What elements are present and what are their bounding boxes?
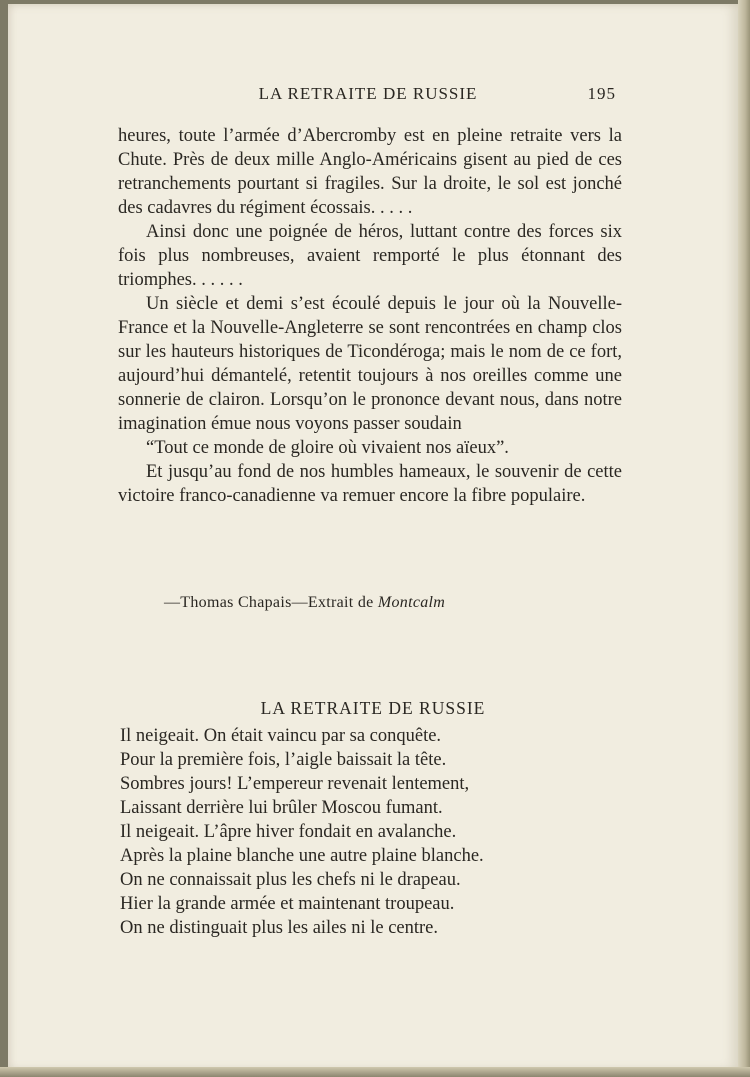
poem-line: On ne connaissait plus les chefs ni le drapeau. [120, 870, 461, 890]
poem-line: Après la plaine blanche une autre plaine blanche. [120, 846, 484, 866]
poem-line: Laissant derrière lui brûler Moscou fumant. [120, 798, 443, 818]
poem-body [120, 724, 484, 940]
quotation-line: “Tout ce monde de gloire où vivaient nos aïeux”. [146, 438, 509, 458]
poem-line: Sombres jours! L’empereur revenait lentement, [120, 774, 470, 794]
attribution-author: —Thomas Chapais—Extrait de [164, 594, 378, 611]
poem-line: Pour la première fois, l’aigle baissait la tête. [120, 750, 447, 770]
page-number: 195 [587, 84, 616, 103]
poem-line: Il neigeait. On était vaincu par sa conquête. [120, 726, 442, 746]
poem-line: Il neigeait. L’âpre hiver fondait en avalanche. [120, 822, 457, 842]
attribution [164, 594, 445, 612]
poem-line: On ne distinguait plus les ailes ni le centre. [120, 918, 439, 938]
prose-section [118, 124, 622, 508]
running-title: LA RETRAITE DE RUSSIE [258, 84, 478, 103]
poem-line: Hier la grande armée et maintenant troupeau. [120, 894, 455, 914]
prose-paragraph: Un siècle et demi s’est écoulé depuis le jour où la Nouvelle-France et la Nouvelle-Angleterre se sont rencontrées en champ clos sur les hauteurs historiques de Ticondéroga; mais le nom de ce fort, aujourd’hui démantelé, retentit toujours à nos oreilles comme une sonnerie de clairon. Lorsqu’on le prononce devant nous, dans notre imagination émue nous voyons passer soudain [118, 294, 622, 434]
book-page [8, 4, 738, 1070]
poem-title: LA RETRAITE DE RUSSIE [260, 698, 486, 718]
page-edge-right [738, 0, 750, 1077]
prose-paragraph: Ainsi donc une poignée de héros, luttant contre des forces six fois plus nombreuses, avaient remporté le plus étonnant des triomphes. . . . . . [118, 222, 622, 290]
prose-paragraph: Et jusqu’au fond de nos humbles hameaux, le souvenir de cette victoire franco-canadienne va remuer encore la fibre populaire. [118, 462, 622, 506]
prose-paragraph: heures, toute l’armée d’Abercromby est en pleine retraite vers la Chute. Près de deux mille Anglo-Américains gisent au pied de ces retranchements pourtant si fragiles. Sur la droite, le sol est jonché des cadavres du régiment écossais. . . . . [118, 126, 622, 218]
attribution-work-title: Montcalm [377, 594, 446, 611]
page-edge-bottom [0, 1067, 750, 1077]
running-header [8, 84, 738, 110]
